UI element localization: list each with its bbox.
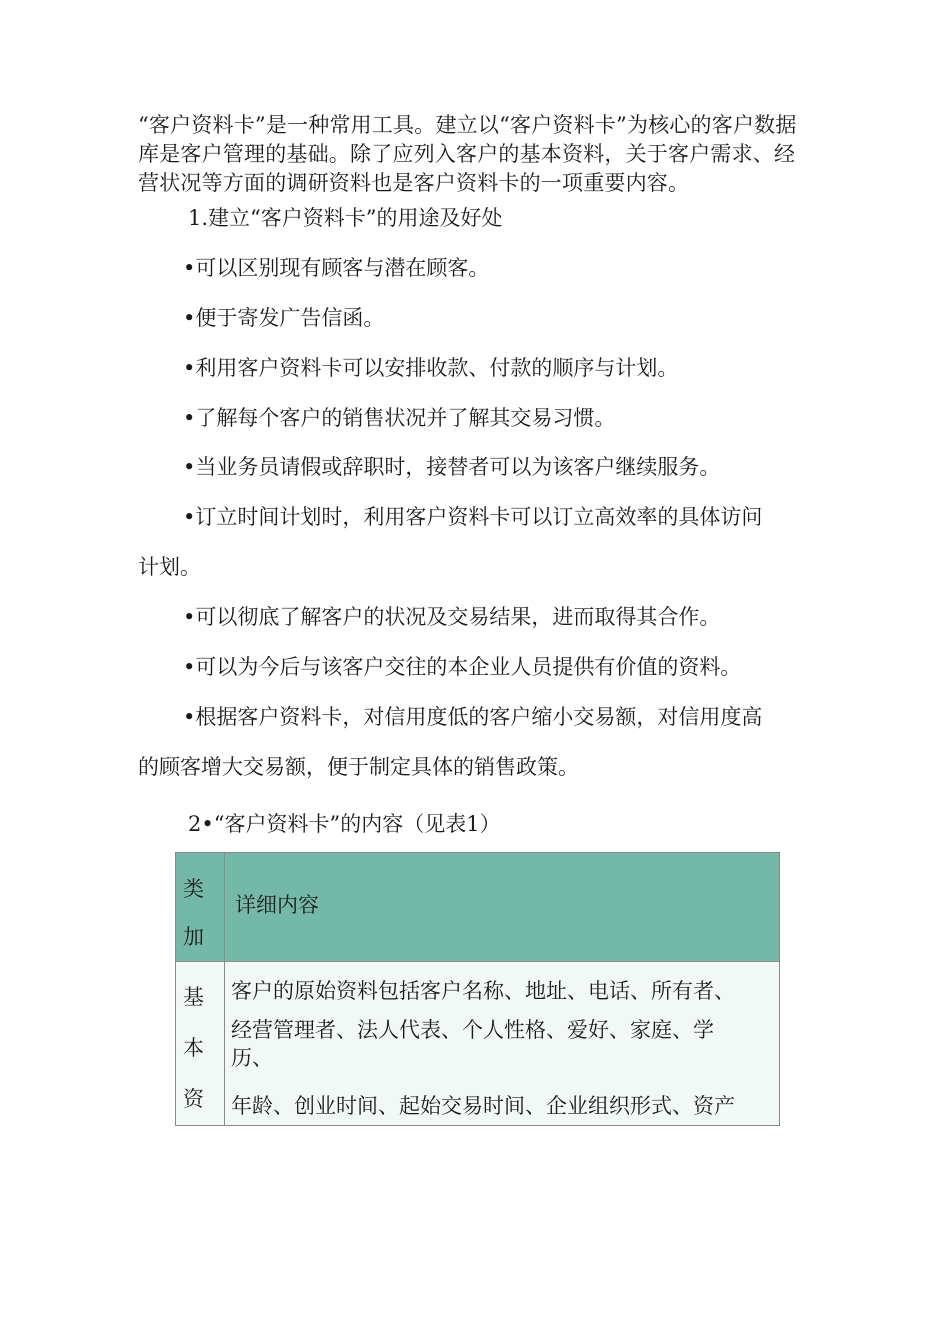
section1-heading: 1.建立“客户资料卡”的用途及好处	[188, 206, 503, 230]
detail-line: 历、	[231, 1046, 273, 1070]
bullet-item: •便于寄发广告信函。	[183, 306, 385, 330]
bullet-item: •根据客户资料卡，对信用度低的客户缩小交易额，对信用度高	[183, 705, 763, 729]
table-header-row	[176, 853, 780, 962]
bullet-item: •可以为今后与该客户交往的本企业人员提供有价值的资料。	[183, 655, 742, 679]
table-row	[176, 962, 780, 1126]
bullet-item: •订立时间计划时，利用客户资料卡可以订立高效率的具体访问	[183, 505, 763, 529]
detail-line: 年龄、创业时间、起始交易时间、企业组织形式、资产	[231, 1094, 735, 1118]
table-header-category-cell	[176, 853, 225, 962]
detail-line: 经营管理者、法人代表、个人性格、爱好、家庭、学	[231, 1018, 714, 1042]
table-category-cell	[176, 962, 225, 1126]
bullet-continuation: 的顾客增大交易额，便于制定具体的销售政策。	[138, 755, 579, 779]
bullet-continuation: 计划。	[138, 555, 201, 579]
table-detail	[225, 962, 779, 1120]
table-detail-cell	[225, 962, 780, 1126]
bullet-item: •可以彻底了解客户的状况及交易结果，进而取得其合作。	[183, 605, 721, 629]
bullet-item: •利用客户资料卡可以安排收款、付款的顺序与计划。	[183, 356, 679, 380]
table-category: 基本资	[183, 985, 204, 1111]
bullet-item: •了解每个客户的销售状况并了解其交易习惯。	[183, 406, 616, 430]
table-header-category: 类加	[183, 877, 204, 949]
table-header-detail: 详细内容	[235, 893, 319, 917]
table-header-detail-cell	[225, 853, 780, 962]
customer-card-table	[175, 852, 780, 1126]
detail-line: 客户的原始资料包括客户名称、地址、电话、所有者、	[231, 979, 735, 1003]
section2-heading: 2•“客户资料卡”的内容（见表1）	[188, 812, 501, 836]
bullet-item: •可以区别现有顾客与潜在顾客。	[183, 256, 490, 280]
intro-paragraph: “客户资料卡”是一种常用工具。建立以“客户资料卡”为核心的客户数据库是客户管理的基础。除了应列入客户的基本资料，关于客户需求、经营状况等方面的调研资料也是客户资料卡的一项重要内容。	[138, 113, 797, 195]
bullet-item: •当业务员请假或辞职时，接替者可以为该客户继续服务。	[183, 455, 721, 479]
